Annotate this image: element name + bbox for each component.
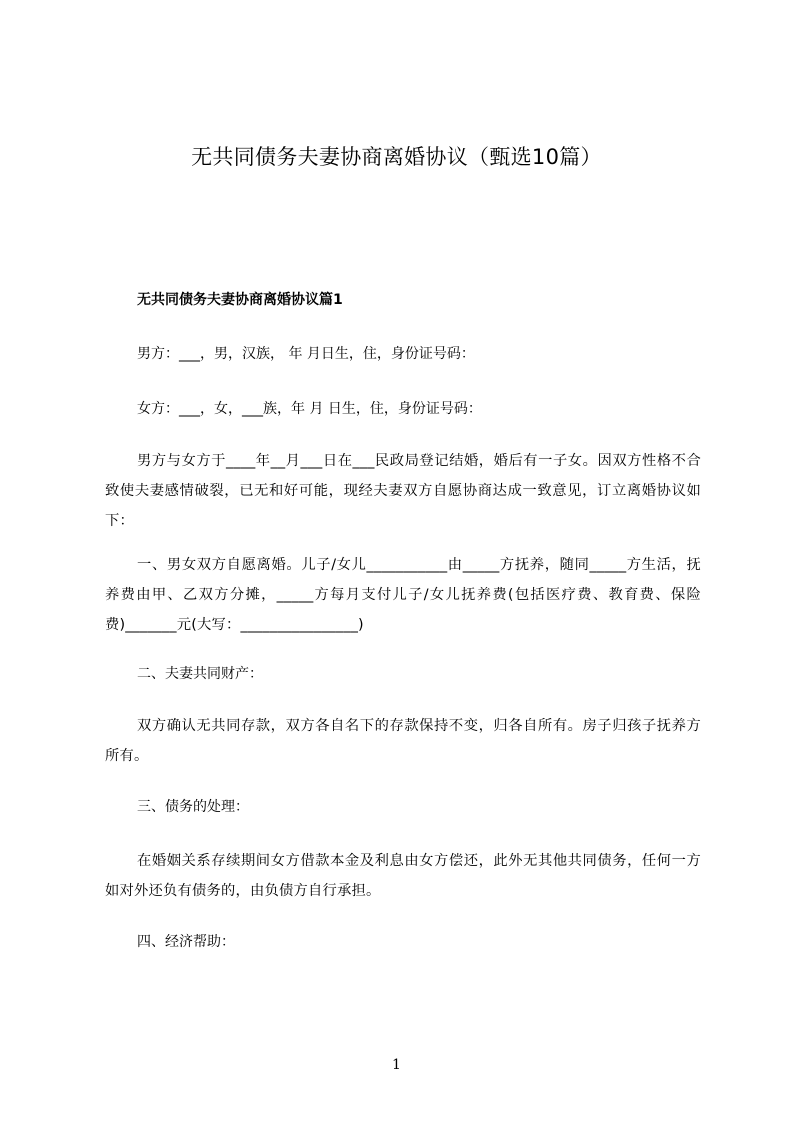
female-party-line: 女方：___，女，___族，年 月 日生，住，身份证号码： <box>137 401 482 417</box>
document-title: 无共同债务夫妻协商离婚协议（甄选10篇） <box>191 145 602 169</box>
male-party-line: 男方：___，男，汉族， 年 月日生，住，身份证号码： <box>137 346 475 362</box>
clause-2-heading: 二、夫妻共同财产： <box>137 666 263 682</box>
intro-paragraph: 男方与女方于____年__月___日在___民政局登记结婚，婚后有一子女。因双方性格不合致使夫妻感情破裂，已无和好可能，现经夫妻双方自愿协商达成一致意见，订立离婚协议如下： <box>105 453 701 529</box>
clause-1-paragraph: 一、男女双方自愿离婚。儿子/女儿___________由_____方抚养，随同_____方生活，抚养费由甲、乙双方分摊，_____方每月支付儿子/女儿抚养费(包括医疗费、教育费、保险费)_______元(大写：________________) <box>105 557 701 633</box>
page-number: 1 <box>392 1057 401 1073</box>
clause-3-paragraph: 在婚姻关系存续期间女方借款本金及利息由女方偿还，此外无其他共同债务，任何一方如对外还负有债务的，由负债方自行承担。 <box>105 853 701 899</box>
clause-2-paragraph: 双方确认无共同存款，双方各自名下的存款保持不变，归各自所有。房子归孩子抚养方所有。 <box>105 718 701 764</box>
clause-4-heading: 四、经济帮助： <box>137 934 235 950</box>
clause-3-heading: 三、债务的处理： <box>137 799 249 815</box>
section-heading: 无共同债务夫妻协商离婚协议篇1 <box>137 292 343 308</box>
